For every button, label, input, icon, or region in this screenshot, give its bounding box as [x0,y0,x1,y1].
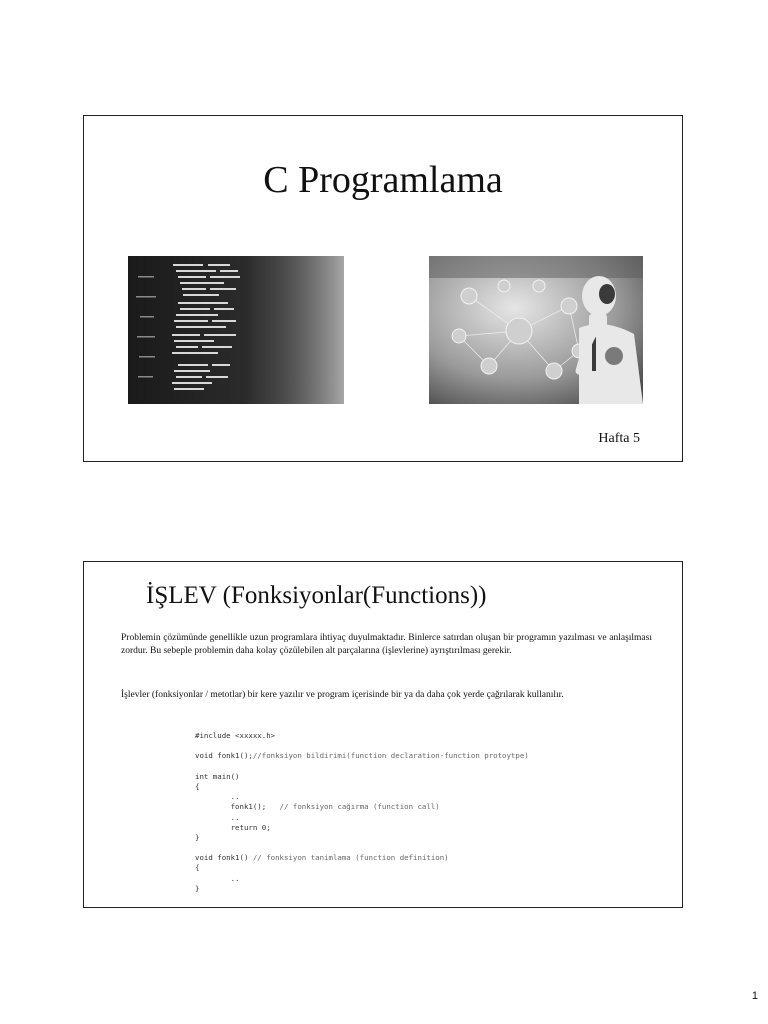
slide-title [83,115,683,462]
code-line: void fonk1() // fonksiyon tanimlama (function definition) [195,853,449,863]
slide-title-heading: C Programlama [263,159,503,201]
code-line: { [195,863,200,873]
code-line: { [195,781,200,791]
code-line: void fonk1();//fonksiyon bildirimi(function declaration-function protoytpe) [195,751,529,761]
code-example [195,731,615,894]
week-label: Hafta 5 [598,431,640,446]
slide-functions-heading: İŞLEV (Fonksiyonlar(Functions)) [146,582,487,609]
slide-functions [83,561,683,908]
code-line: int main() [195,771,240,781]
code-screen-image [128,256,344,404]
code-line: .. [195,792,240,802]
code-line: } [195,883,200,893]
code-line: fonk1(); // fonksiyon cağırma (function call) [195,802,440,812]
code-line: .. [195,812,240,822]
robot-ai-image [429,256,643,404]
intro-paragraph: Problemin çözümünde genellikle uzun programlara ihtiyaç duyulmaktadır. Binlerce satırdan oluşan bir programın yazılması ve anlaşılması zordur. Bu sebeple problemin daha kolay çözülebilen alt parçalarına (işlevlerine) ayrıştırılması gerekir. [121,633,652,657]
code-line: } [195,832,200,842]
code-line: return 0; [195,822,271,832]
code-line: #include <xxxxx.h> [195,731,276,740]
code-line: .. [195,873,240,883]
functions-paragraph: İşlevler (fonksiyonlar / metotlar) bir kere yazılır ve program içerisinde bir ya da daha çok yerde çağrılarak kullanılır. [121,690,564,700]
page-number: 1 [751,990,758,1002]
